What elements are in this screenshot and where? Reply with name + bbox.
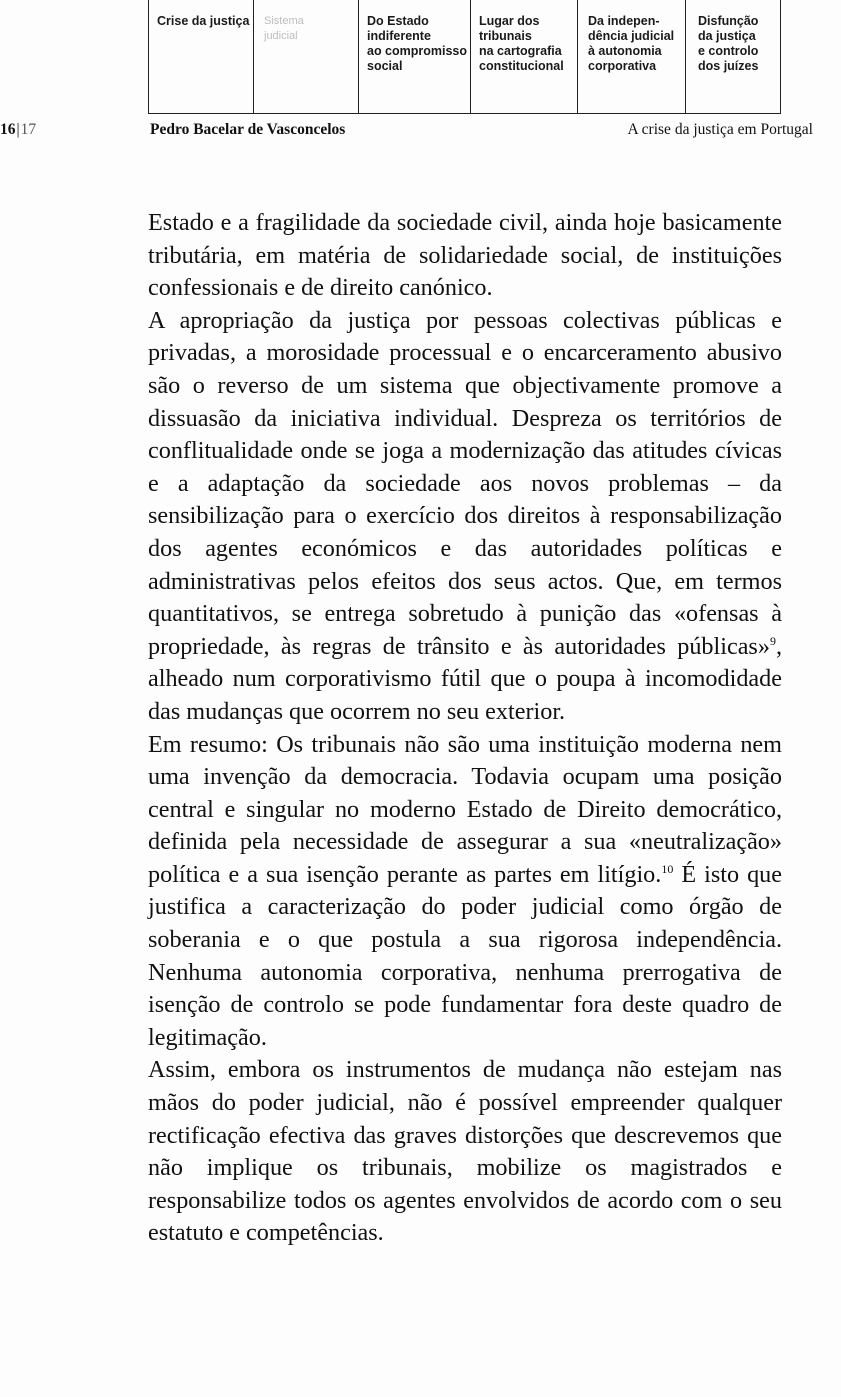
tab-sistema-judicial[interactable] — [254, 0, 359, 113]
tab-label: Lugar dos tribunais na cartografia constitucional — [479, 14, 564, 73]
tab-label: Disfunção da justiça e controlo dos juízes — [698, 14, 759, 73]
tab-crise-da-justica[interactable] — [149, 0, 254, 113]
book-title: A crise da justiça em Portugal — [627, 121, 813, 138]
footnote-ref-10[interactable]: 10 — [661, 861, 674, 876]
running-header — [0, 121, 841, 141]
footnote-ref-9[interactable]: 9 — [769, 633, 776, 648]
page-current: 16 — [0, 121, 16, 138]
paragraph — [148, 729, 782, 1055]
paragraph — [148, 305, 782, 729]
tab-disfuncao-da-justica[interactable] — [686, 0, 780, 113]
tab-lugar-dos-tribunais[interactable] — [471, 0, 578, 113]
section-navigation — [148, 0, 781, 114]
body-text — [148, 207, 782, 1250]
paragraph-text: É isto que justifica a caracterização do poder judicial como órgão de soberania e o que postula a sua rigorosa independência. Nenhuma autonomia corporativa, nenhuma prerrogativa de isenção de controlo se pode fundamentar fora deste quadro de legitimação. — [148, 860, 782, 1051]
paragraph-text: A apropriação da justiça por pessoas colectivas públicas e privadas, a morosidade processual e o encarceramento abusivo são o reverso de um sistema que objectivamente promove a dissuasão da iniciativa individual. Despreza os territórios de conflitualidade onde se joga a modernização das atitudes cívicas e a adaptação da sociedade aos novos problemas – da sensibilização para o exercício dos direitos à responsabilização dos agentes económicos e das autoridades políticas e administrativas pelos efeitos dos seus actos. Que, em termos quantitativos, se entrega sobretudo à punição das «ofensas à propriedade, às regras de trânsito e às autoridades públicas» — [148, 306, 782, 660]
author-name: Pedro Bacelar de Vasconcelos — [150, 121, 346, 138]
paragraph-text: Em resumo: Os tribunais não são uma instituição moderna nem uma invenção da democracia. Todavia ocupam uma posição central e singular no moderno Estado de Direito democrático, definida pela necessidade de assegurar a sua «neutralização» política e a sua isenção perante as partes em litígio. — [148, 730, 782, 888]
tab-estado-indiferente[interactable] — [359, 0, 471, 113]
page-separator: | — [16, 121, 20, 138]
tab-independencia-judicial[interactable] — [578, 0, 686, 113]
page-next: 17 — [20, 121, 37, 138]
paragraph: Estado e a fragilidade da sociedade civil, ainda hoje basicamente tributária, em matéria de solidariedade social, de instituições confessionais e de direito canónico. — [148, 209, 782, 302]
paragraph: Assim, embora os instrumentos de mudança não estejam nas mãos do poder judicial, não é possível empreender qualquer rectificação efectiva das graves distorções que descrevemos que não implique os tribunais, mobilize os magistrados e responsabilize todos os agentes envolvidos de acordo com o seu estatuto e competências. — [148, 1056, 782, 1247]
page-number — [0, 121, 36, 139]
tab-label: Sistema judicial — [264, 15, 304, 42]
tab-label: Da indepen- dência judicial à autonomia corporativa — [588, 14, 675, 73]
paragraph-text: , alheado num corporativismo fútil que o poupa à incomodidade das mudanças que ocorrem no seu exterior. — [148, 632, 782, 725]
tab-label: Do Estado indiferente ao compromisso social — [367, 14, 468, 73]
tab-label: Crise da justiça — [157, 14, 250, 28]
